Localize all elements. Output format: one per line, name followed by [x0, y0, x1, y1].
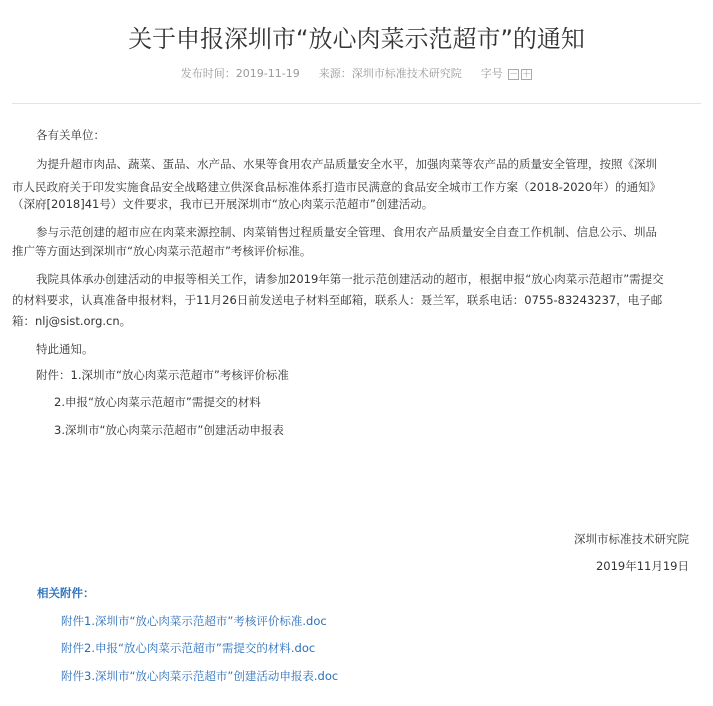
salutation: 各有关单位：	[36, 128, 105, 142]
publish-date: 2019-11-19	[235, 67, 300, 80]
para1-line1: 为提升超市肉品、蔬菜、蛋品、水产品、水果等食用农产品质量安全水平，加强肉菜等农产品的质量安全管理，按照《深圳	[36, 157, 657, 171]
signature-date: 2019年11月19日	[595, 559, 689, 573]
article-meta	[0, 66, 713, 82]
para3-line2: 的材料要求，认真准备申报材料，于11月26日前发送电子材料至邮箱，联系人：聂兰军，联系电话：0755-83243237，电子邮	[12, 293, 663, 307]
source-name: 深圳市标准技术研究院	[351, 67, 462, 80]
para2-line2: 推广等方面达到深圳市“放心肉菜示范超市”考核评价标准。	[12, 244, 312, 258]
para2-line1: 参与示范创建的超市应在肉菜来源控制、肉菜销售过程质量安全管理、食用农产品质量安全自查工作机制、信息公示、圳品	[36, 225, 657, 239]
page-title: 关于申报深圳市“放心肉菜示范超市”的通知	[128, 25, 585, 53]
para3-line1: 我院具体承办创建活动的申报等相关工作，请参加2019年第一批示范创建活动的超市，根据申报“放心肉菜示范超市”需提交	[36, 272, 664, 286]
para1-line3: （深府[2018]41号）文件要求，我市已开展深圳市“放心肉菜示范超市”创建活动。	[12, 197, 434, 211]
publish-label: 发布时间：	[180, 67, 236, 80]
attachment-link-2[interactable]: 附件2.申报“放心肉菜示范超市”需提交的材料.doc	[61, 641, 316, 655]
para1-line2: 市人民政府关于印发实施食品安全战略建立供深食品标准体系打造市民满意的食品安全城市工作方案（2018-2020年）的通知》	[12, 180, 662, 194]
font-increase-button[interactable]: ＋	[522, 69, 532, 80]
source-label: 来源：	[318, 67, 352, 80]
attachment-list-item-2: 2.申报“放心肉菜示范超市”需提交的材料	[54, 395, 261, 409]
attachment-link-3[interactable]: 附件3.深圳市“放心肉菜示范超市”创建活动申报表.doc	[61, 669, 339, 683]
closing: 特此通知。	[36, 342, 94, 356]
attachment-list-item-1: 附件：1.深圳市“放心肉菜示范超市”考核评价标准	[36, 368, 289, 382]
font-size-label: 字号	[480, 67, 503, 80]
font-decrease-button[interactable]: －	[509, 69, 519, 80]
attachment-link-1[interactable]: 附件1.深圳市“放心肉菜示范超市”考核评价标准.doc	[61, 614, 327, 628]
para3-line3: 箱：nlj@sist.org.cn。	[12, 314, 132, 328]
related-attachments-title: 相关附件：	[37, 586, 95, 600]
signature-org: 深圳市标准技术研究院	[574, 532, 689, 546]
header-divider	[12, 103, 701, 104]
attachment-list-item-3: 3.深圳市“放心肉菜示范超市”创建活动申报表	[54, 423, 284, 437]
